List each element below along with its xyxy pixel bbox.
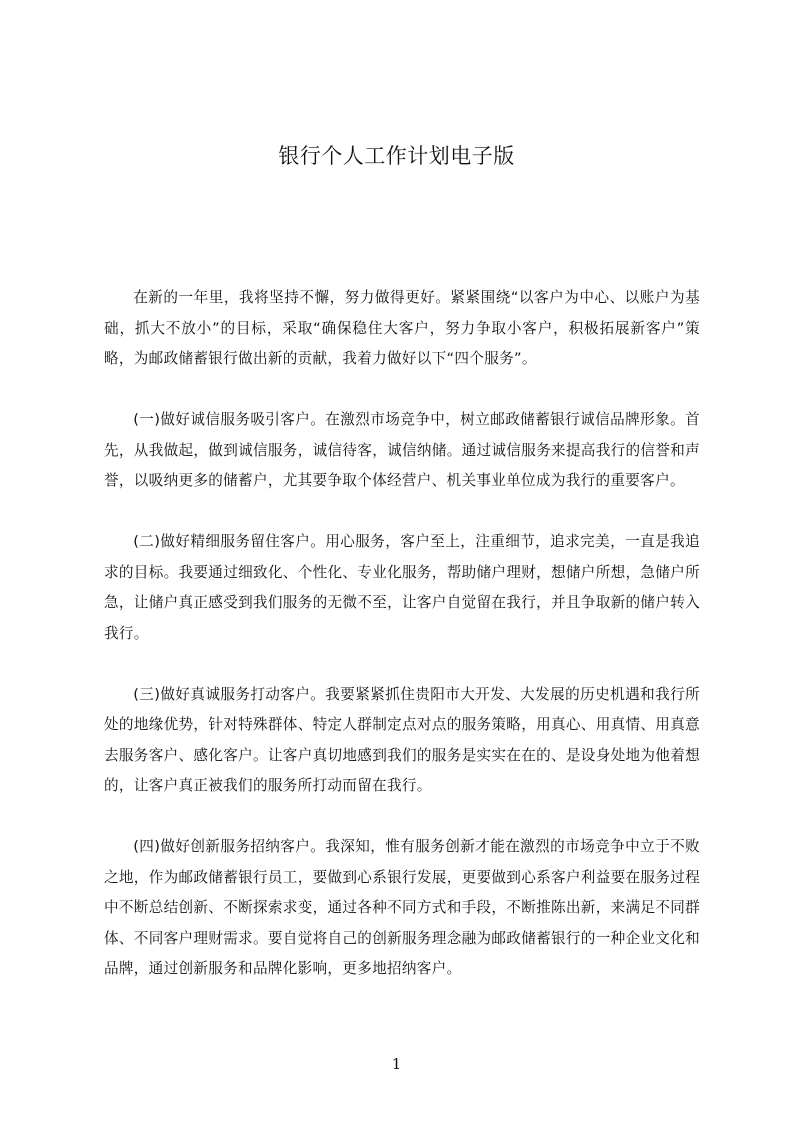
document-body [104,283,700,1015]
paragraph-sincere-service: (三)做好真诚服务打动客户。我要紧紧抓住贵阳市大开发、大发展的历史机遇和我行所处的地缘优势，针对特殊群体、特定人群制定点对点的服务策略，用真心、用真情、用真意去服务客户、感化客户。让客户真切地感到我们的服务是实实在在的、是设身处地为他着想的，让客户真正被我们的服务所打动而留在我行。 [104,685,700,794]
paragraph-integrity-service: (一)做好诚信服务吸引客户。在激烈市场竞争中，树立邮政储蓄银行诚信品牌形象。首先，从我做起，做到诚信服务，诚信待客，诚信纳储。通过诚信服务来提高我行的信誉和声誉，以吸纳更多的储蓄户，尤其要争取个体经营户、机关事业单位成为我行的重要客户。 [104,411,700,489]
page-number: 1 [391,1055,402,1073]
paragraph-refined-service: (二)做好精细服务留住客户。用心服务，客户至上，注重细节，追求完美，一直是我追求的目标。我要通过细致化、个性化、专业化服务，帮助储户理财，想储户所想，急储户所急，让储户真正感受到我们服务的无微不至，让客户自觉留在我行，并且争取新的储户转入我行。 [104,533,700,642]
paragraph-innovative-service: (四)做好创新服务招纳客户。我深知，惟有服务创新才能在激烈的市场竞争中立于不败之地，作为邮政储蓄银行员工，要做到心系银行发展，更要做到心系客户利益要在服务过程中不断总结创新、不断探索求变，通过各种不同方式和手段，不断推陈出新，来满足不同群体、不同客户理财需求。要自觉将自己的创新服务理念融为邮政储蓄银行的一种企业文化和品牌，通过创新服务和品牌化影响，更多地招纳客户。 [104,838,700,977]
document-title: 银行个人工作计划电子版 [278,144,515,168]
intro-paragraph: 在新的一年里，我将坚持不懈，努力做得更好。紧紧围绕“以客户为中心、以账户为基础，抓大不放小”的目标，采取“确保稳住大客户，努力争取小客户，积极拓展新客户”策略，为邮政储蓄银行做出新的贡献，我着力做好以下“四个服务”。 [104,289,700,367]
